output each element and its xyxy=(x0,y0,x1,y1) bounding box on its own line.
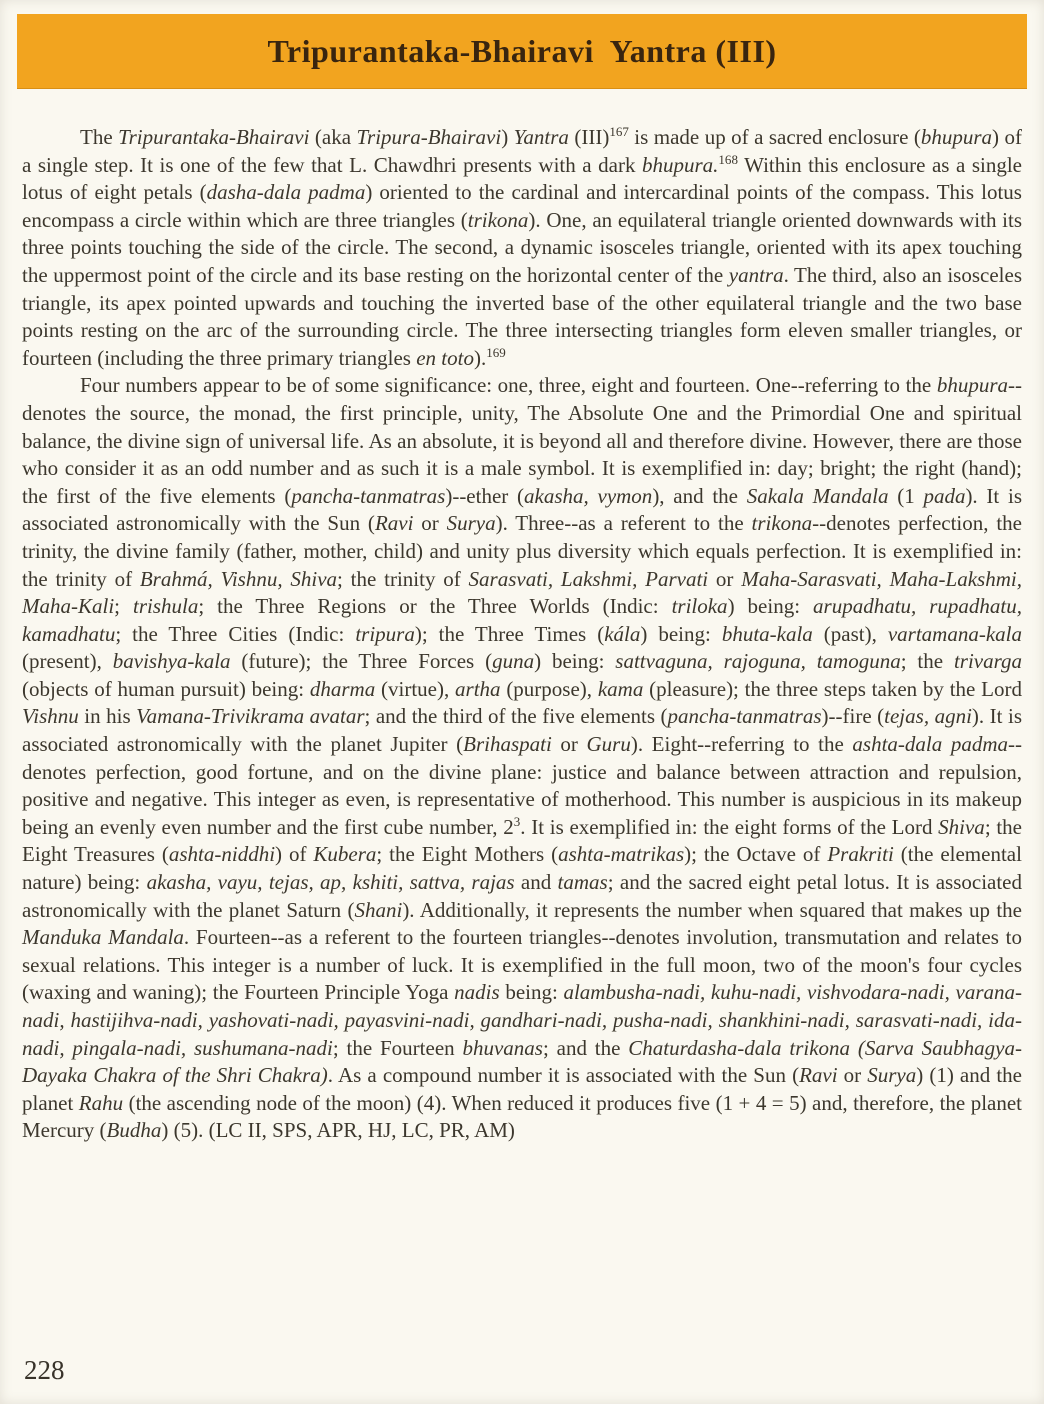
page-title: Tripurantaka-Bhairavi Yantra (III) xyxy=(267,32,777,69)
paragraph-1: The Tripurantaka-Bhairavi (aka Tripura-Bhairavi) Yantra (III)$^{167}$ is made up of a sacred enclosure (bhupura) of a single step. It is one of the few that L. Chawdhri presents with a dark bhupura.$^{168}$ Within this enclosure as a single lotus of eight petals (dasha-dala padma) oriented to the cardinal and intercardinal points of the compass. This lotus encompass a circle within which are three triangles (trikona). One, an equilateral triangle oriented downwards with its three points touching the side of the circle. The second, a dynamic isosceles triangle, oriented with its apex touching the uppermost point of the circle and its base resting on the horizontal center of the yantra. The third, also an isosceles triangle, its apex pointed upwards and touching the inverted base of the other equilateral triangle and the two base points resting on the arc of the surrounding circle. The three intersecting triangles form eleven smaller triangles, or fourteen (including the three primary triangles en toto).$^{169}$ xyxy=(22,124,1023,370)
paragraph-2: Four numbers appear to be of some significance: one, three, eight and fourteen. One--referring to the bhupura--denotes the source, the monad, the first principle, unity, The Absolute One and the Primordial One and spiritual balance, the divine sign of universal life. As an absolute, it is beyond all and therefore divine. However, there are those who consider it as an odd number and as such it is a male symbol. It is exemplified in: day; bright; the right (hand); the first of the five elements (pancha-tanmatras)--ether (akasha, vymon), and the Sakala Mandala (1 pada). It is associated astronomically with the Sun (Ravi or Surya). Three--as a referent to the trikona--denotes perfection, the trinity, the divine family (father, mother, child) and unity plus diversity which equals perfection. It is exemplified in: the trinity of Brahmá, Vishnu, Shiva; the trinity of Sarasvati, Lakshmi, Parvati or Maha-Sarasvati, Maha-Lakshmi, Maha-Kali; trishula; the Three Regions or the Three Worlds (Indic: triloka) being: arupadhatu, rupadhatu, kamadhatu; the Three Cities (Indic: tripura); the Three Times (kála) being: bhuta-kala (past), vartamana-kala (present), bavishya-kala (future); the Three Forces (guna) being: sattvaguna, rajoguna, tamoguna; the trivarga (objects of human pursuit) being: dharma (virtue), artha (purpose), kama (pleasure); the three steps taken by the Lord Vishnu in his Vamana-Trivikrama avatar; and the third of the five elements (pancha-tanmatras)--fire (tejas, agni). It is associated astronomically with the planet Jupiter (Brihaspati or Guru). Eight--referring to the ashta-dala padma--denotes perfection, good fortune, and on the divine plane: justice and balance between attraction and repulsion, positive and negative. This integer as even, is representative of motherhood. This number is auspicious in its makeup being an evenly even number and the first cube number, $2^3$. It is exemplified in: the eight forms of the Lord Shiva; the Eight Treasures (ashta-niddhi) of Kubera; the Eight Mothers (ashta-matrikas); the Octave of Prakriti (the elemental nature) being: akasha, vayu, tejas, ap, kshiti, sattva, rajas and tamas; and the sacred eight petal lotus. It is associated astronomically with the planet Saturn (Shani). Additionally, it represents the number when squared that makes up the Manduka Mandala. Fourteen--as a referent to the fourteen triangles--denotes involution, transmutation and relates to sexual relations. This integer is a number of luck. It is exemplified in the full moon, two of the moon's four cycles (waxing and waning); the Fourteen Principle Yoga nadis being: alambusha-nadi, kuhu-nadi, vishvodara-nadi, varana-nadi, hastijihva-nadi, yashovati-nadi, payasvini-nadi, gandhari-nadi, pusha-nadi, shankhini-nadi, sarasvati-nadi, ida-nadi, pingala-nadi, sushumana-nadi; the Fourteen bhuvanas; and the Chaturdasha-dala trikona (Sarva Saubhagya-Dayaka Chakra of the Shri Chakra). As a compound number it is associated with the Sun (Ravi or Surya) (1) and the planet Rahu (the ascending node of the moon) (4). When reduced it produces five (1 + 4 = 5) and, therefore, the planet Mercury (Budha) (5). (LC II, SPS, APR, HJ, LC, PR, AM) xyxy=(22,373,1023,1143)
page-footer xyxy=(24,1355,65,1386)
page-number: 228 xyxy=(24,1355,65,1385)
body-text xyxy=(22,124,1022,1145)
title-banner xyxy=(17,14,1027,88)
